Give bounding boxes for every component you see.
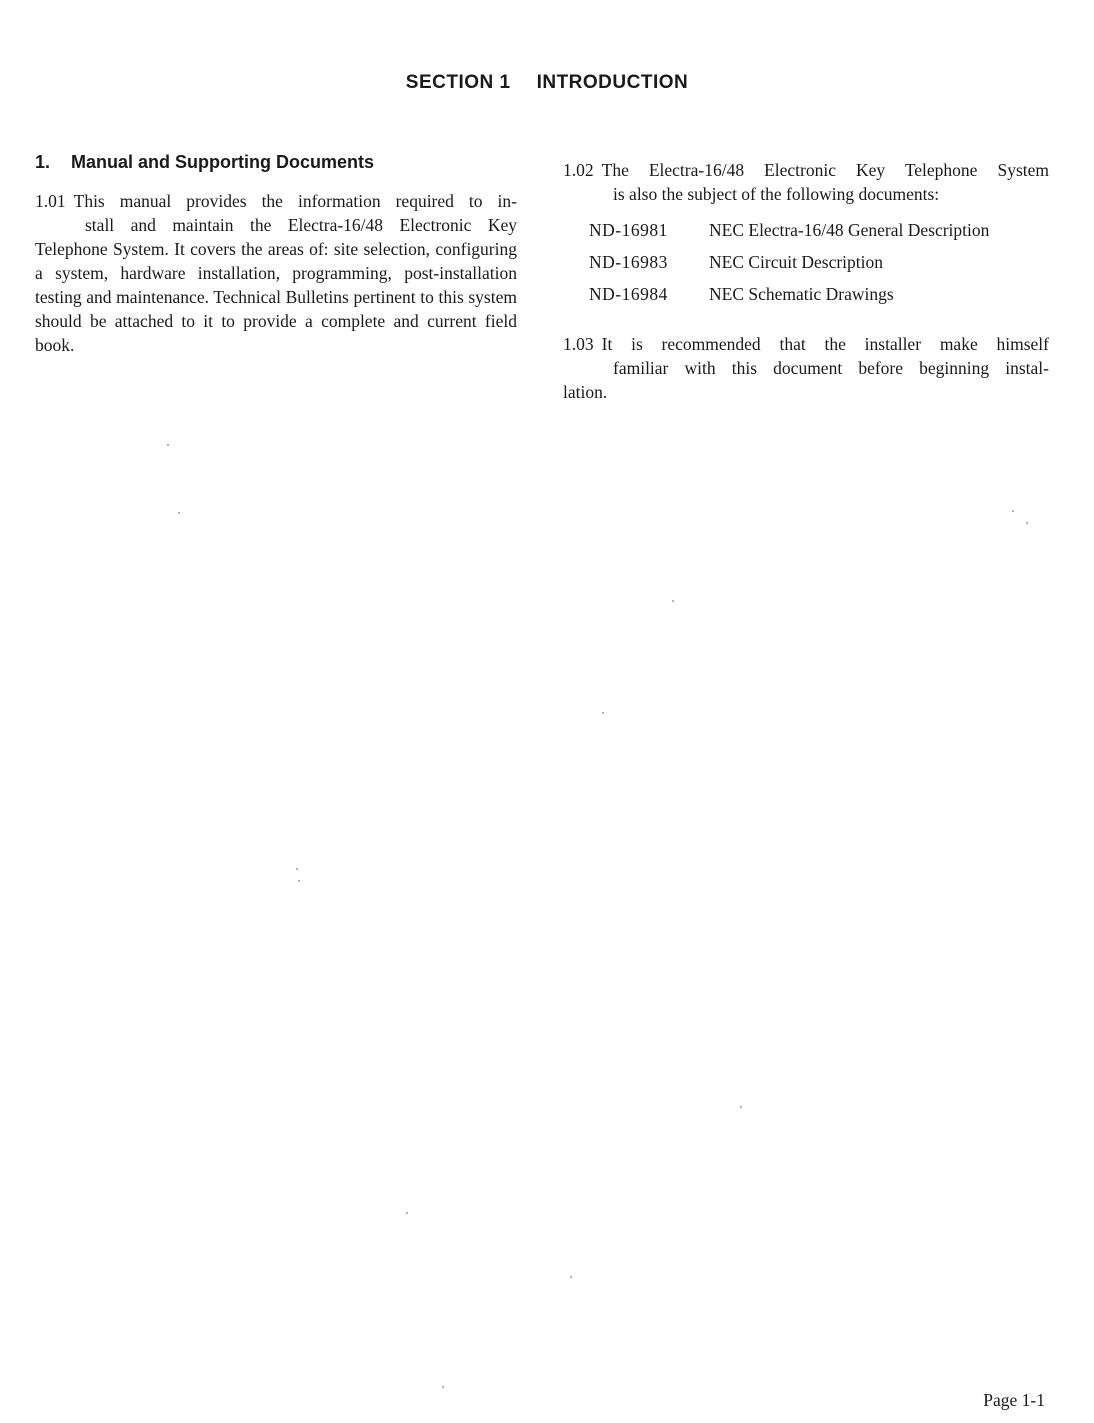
paragraph-1-01	[35, 189, 517, 357]
right-column	[563, 150, 1049, 404]
document-number: ND-16983	[589, 252, 668, 272]
document-item	[589, 218, 1049, 250]
scan-speck	[602, 712, 604, 714]
scan-speck	[442, 1386, 444, 1388]
left-column	[35, 150, 517, 357]
document-list	[589, 218, 1049, 314]
document-item	[589, 250, 1049, 282]
section-name: INTRODUCTION	[536, 72, 689, 93]
scan-speck	[296, 868, 298, 870]
subsection-heading	[35, 152, 517, 173]
section-title	[0, 72, 1094, 94]
heading-text: Manual and Supporting Documents	[71, 152, 375, 172]
document-number: ND-16984	[589, 284, 668, 304]
scan-speck	[1026, 522, 1028, 524]
document-title: NEC Schematic Drawings	[709, 284, 894, 304]
paragraph-line: This manual provides the information required to in-	[73, 191, 517, 211]
scan-speck	[570, 1276, 572, 1278]
scan-speck	[178, 512, 180, 514]
paragraph-1-03	[563, 332, 1049, 404]
page-number: Page 1-1	[983, 1390, 1045, 1410]
heading-number: 1.	[35, 152, 51, 172]
paragraph-1-01-body: stall and maintain the Electra-16/48 Electronic Key Telephone System. It covers the areas of: site selection, configuring a system, hardware installation, programming, post-installation testing and maintenance. Technical Bulletins pertinent to this system should be attached to it to provide a complete and current field book.	[35, 215, 517, 355]
scan-speck	[740, 1106, 742, 1108]
paragraph-1-03-first-line	[563, 332, 1049, 356]
paragraph-line: is also the subject of the following documents:	[613, 184, 940, 204]
paragraph-1-02-first-line	[563, 158, 1049, 182]
paragraph-number: 1.01	[35, 191, 66, 211]
document-number: ND-16981	[589, 220, 668, 240]
document-title: NEC Circuit Description	[709, 252, 884, 272]
scan-speck	[672, 600, 674, 602]
paragraph-line: lation.	[563, 382, 608, 402]
document-item	[589, 282, 1049, 314]
paragraph-line: The Electra-16/48 Electronic Key Telephone System	[601, 160, 1049, 180]
scan-speck	[406, 1212, 408, 1214]
paragraph-1-01-first-line	[35, 189, 517, 213]
paragraph-line: familiar with this document before beginning instal-	[613, 358, 1049, 378]
paragraph-line: It is recommended that the installer make himself	[601, 334, 1049, 354]
paragraph-number: 1.02	[563, 160, 594, 180]
scan-speck	[298, 880, 300, 882]
paragraph-number: 1.03	[563, 334, 594, 354]
section-number: SECTION 1	[405, 72, 511, 93]
scan-speck	[167, 444, 169, 446]
paragraph-1-02	[563, 158, 1049, 206]
document-title: NEC Electra-16/48 General Description	[709, 220, 990, 240]
scan-speck	[1012, 510, 1014, 512]
